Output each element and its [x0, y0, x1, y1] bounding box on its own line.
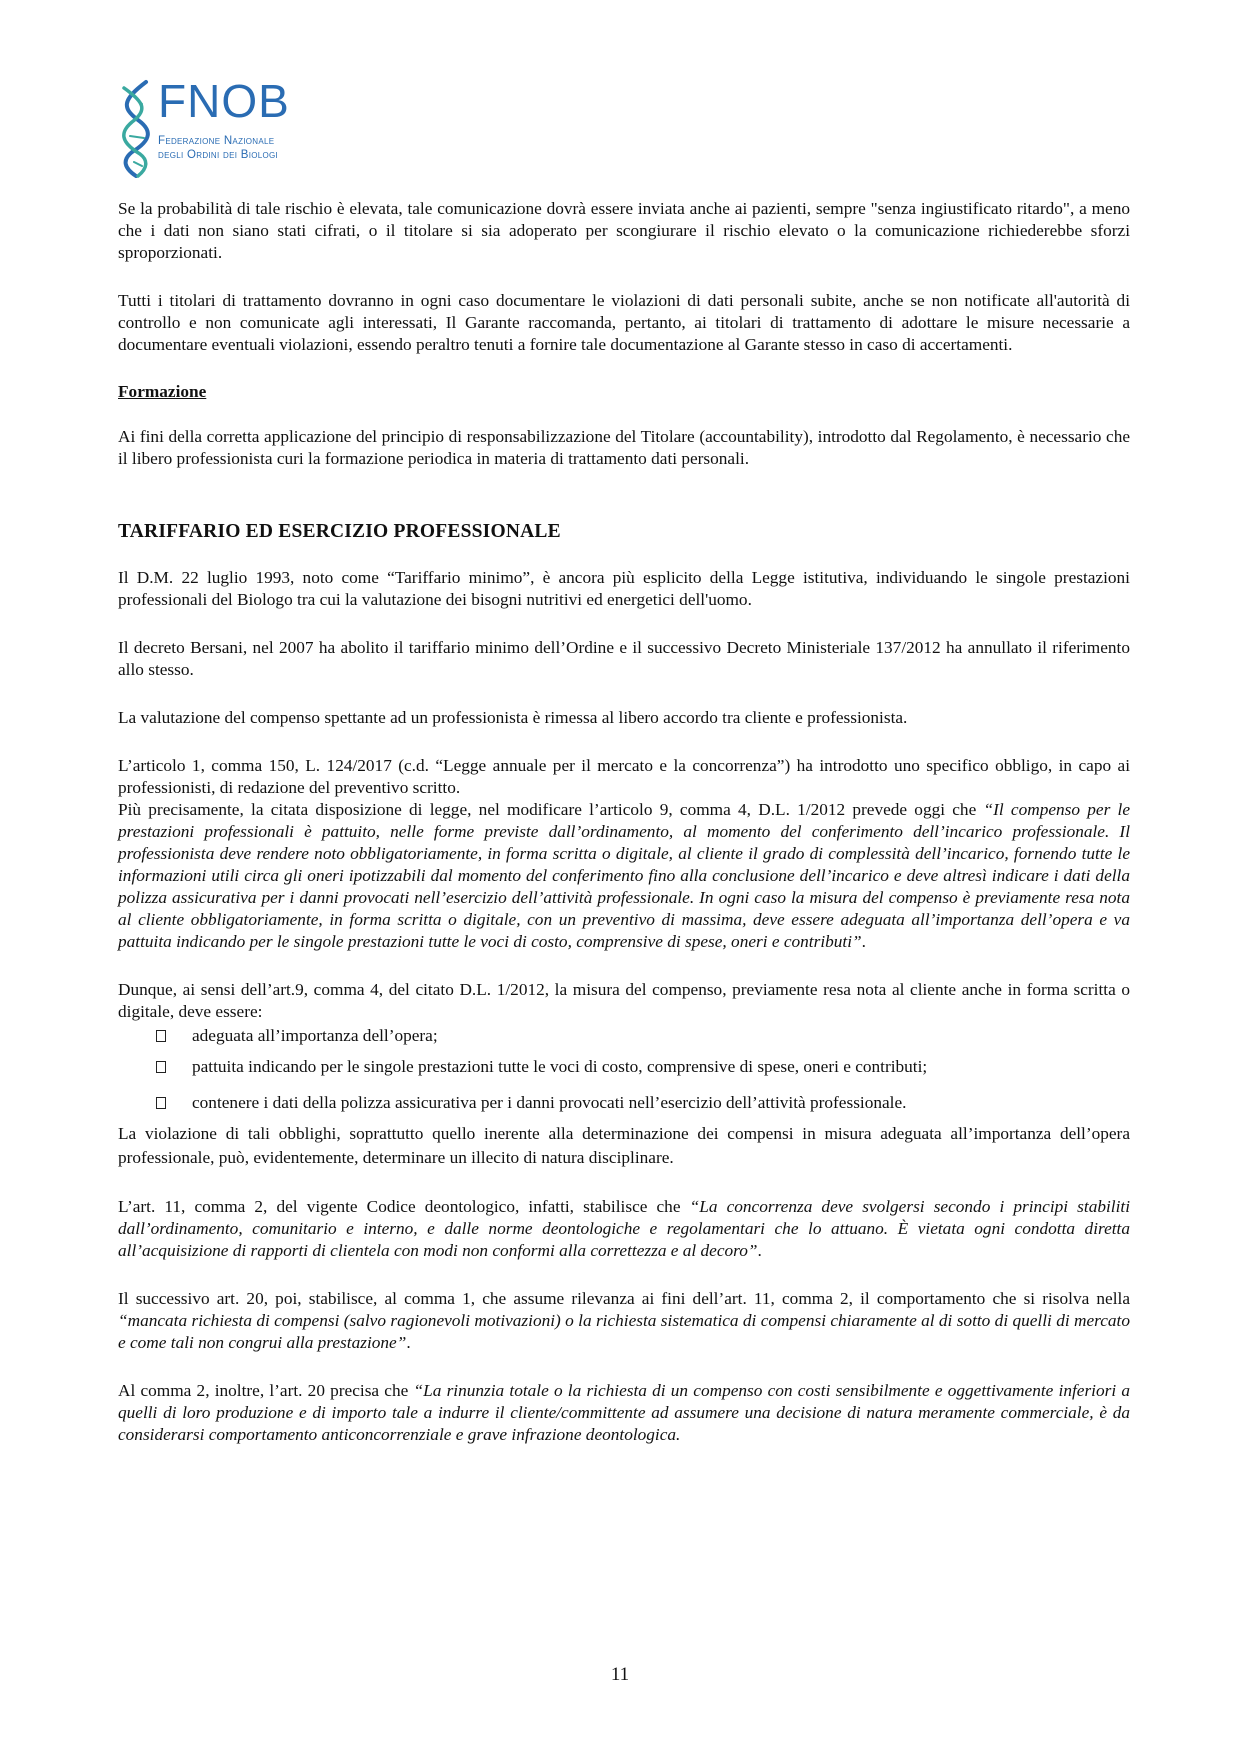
- paragraph-art-20-comma-2: [118, 1380, 1130, 1446]
- quote-text: “mancata richiesta di compensi (salvo ragionevoli motivazioni) o la richiesta sistematica di compensi chiaramente al di sotto di quelli di mercato e come tali non congrui alla prestazione”: [118, 1311, 1130, 1352]
- fnob-logo: [118, 75, 318, 178]
- checkbox-bullet-icon: [156, 1097, 166, 1109]
- quote-text: “La concorrenza deve svolgersi secondo i principi stabiliti dall’ordinamento, comunitario e interno, e dalle norme deontologiche e regolamentari che lo attuano. È vietata ogni condotta diretta all’acquisizione di rapporti di clientela con modi non conformi alla correttezza e al decoro”: [118, 1197, 1130, 1260]
- logo-subtitle: [158, 134, 278, 162]
- text-end: .: [406, 1333, 411, 1352]
- list-item-text: contenere i dati della polizza assicurativa per i danni provocati nell’esercizio dell’attività professionale.: [192, 1093, 907, 1112]
- list-item: [118, 1092, 1130, 1114]
- text-intro: L’art. 11, comma 2, del vigente Codice deontologico, infatti, stabilisce che: [118, 1197, 690, 1216]
- list-item: [118, 1056, 1130, 1078]
- list-item-text: adeguata all’importanza dell’opera;: [192, 1026, 438, 1045]
- list-item-text: pattuita indicando per le singole prestazioni tutte le voci di costo, comprensive di spese, oneri e contributi;: [192, 1057, 928, 1076]
- page-content: [118, 198, 1130, 1446]
- paragraph-legge-2017: L’articolo 1, comma 150, L. 124/2017 (c.d. “Legge annuale per il mercato e la concorrenza”) ha introdotto uno specifico obbligo, in capo ai professionisti, di redazione del preventivo scritto.: [118, 756, 1130, 797]
- paragraph-dl-2012: [118, 799, 1130, 953]
- paragraph-violazione: La violazione di tali obblighi, soprattutto quello inerente alla determinazione dei compensi in misura adeguata all’importanza dell’opera professionale, può, evidentemente, determinare un illecito di natura disciplinare.: [118, 1124, 1130, 1167]
- paragraph-dunque: Dunque, ai sensi dell’art.9, comma 4, del citato D.L. 1/2012, la misura del compenso, previamente resa nota al cliente anche in forma scritta o digitale, deve essere:: [118, 980, 1130, 1021]
- logo-name: FNOB: [158, 75, 290, 127]
- text-end: .: [757, 1241, 762, 1260]
- heading-formazione: Formazione: [118, 382, 207, 401]
- quote-text: “La rinunzia totale o la richiesta di un compenso con costi sensibilmente e oggettivamente inferiori a quelli di loro produzione e di importo tale a indurre il cliente/committente ad assumere una decisione di natura meramente commerciale, è da considerarsi comportamento anticoncorrenziale e grave infrazione deontologica.: [118, 1381, 1130, 1444]
- checkbox-bullet-icon: [156, 1061, 166, 1073]
- quote-text: “Il compenso per le prestazioni professionali è pattuito, nelle forme previste dall’ordinamento, al momento del conferimento dell’incarico professionale. Il professionista deve rendere noto obbligatoriamente, in forma scritta o digitale, al cliente il grado di complessità dell’incarico, fornendo tutte le informazioni utili circa gli oneri ipotizzabili dal momento del conferimento fino alla conclusione dell’incarico e deve altresì indicare i dati della polizza assicurativa per i danni provocati nell’esercizio dell’attività professionale. In ogni caso la misura del compenso è previamente resa nota al cliente obbligatoriamente, in forma scritta o digitale, con un preventivo di massima, deve essere adeguata all’importanza dell’opera e va pattuita indicando per le singole prestazioni tutte le voci di costo, comprensive di spese, oneri e contributi”: [118, 800, 1131, 951]
- text-intro: Il successivo art. 20, poi, stabilisce, al comma 1, che assume rilevanza ai fini dell’art. 11, comma 2, il comportamento che si risolva nella: [118, 1289, 1130, 1308]
- logo-subtitle-line2: degli Ordini dei Biologi: [158, 149, 279, 161]
- text-end: .: [861, 932, 866, 951]
- paragraph-valutazione: La valutazione del compenso spettante ad un professionista è rimessa al libero accordo tra cliente e professionista.: [118, 708, 908, 727]
- list-item: [118, 1025, 1130, 1047]
- paragraph-documentazione: Tutti i titolari di trattamento dovranno in ogni caso documentare le violazioni di dati personali subite, anche se non notificate all'autorità di controllo e non comunicate agli interessati, Il Garante raccomanda, pertanto, ai titolari di trattamento di adottare le misure necessarie a documentare eventuali violazioni, essendo peraltro tenuti a fornire tale documentazione al Garante stesso in caso di accertamenti.: [118, 291, 1130, 354]
- text-intro: Al comma 2, inoltre, l’art. 20 precisa che: [118, 1381, 414, 1400]
- paragraph-bersani: Il decreto Bersani, nel 2007 ha abolito il tariffario minimo dell’Ordine e il successivo Decreto Ministeriale 137/2012 ha annullato il riferimento allo stesso.: [118, 638, 1130, 679]
- dna-helix-icon: [118, 78, 154, 178]
- bullet-list: [118, 1025, 1130, 1114]
- paragraph-rischio: Se la probabilità di tale rischio è elevata, tale comunicazione dovrà essere inviata anche ai pazienti, sempre "senza ingiustificato ritardo", a meno che i dati non siano stati cifrati, o il titolare si sia adoperato per scongiurare il rischio elevato o la comunicazione richiederebbe sforzi sproporzionati.: [118, 199, 1130, 262]
- paragraph-dm-1993: Il D.M. 22 luglio 1993, noto come “Tariffario minimo”, è ancora più esplicito della Legge istitutiva, individuando le singole prestazioni professionali del Biologo tra cui la valutazione dei bisogni nutritivi ed energetici dell'uomo.: [118, 568, 1130, 609]
- logo-subtitle-line1: Federazione Nazionale: [158, 135, 275, 147]
- heading-tariffario: TARIFFARIO ED ESERCIZIO PROFESSIONALE: [118, 521, 561, 542]
- paragraph-art-20-comma-1: [118, 1288, 1130, 1354]
- page-number: 11: [610, 1664, 630, 1685]
- checkbox-bullet-icon: [156, 1030, 166, 1042]
- paragraph-art-11: [118, 1196, 1130, 1262]
- text-intro: Più precisamente, la citata disposizione di legge, nel modificare l’articolo 9, comma 4, D.L. 1/2012 prevede oggi che: [118, 800, 984, 819]
- paragraph-formazione: Ai fini della corretta applicazione del principio di responsabilizzazione del Titolare (accountability), introdotto dal Regolamento, è necessario che il libero professionista curi la formazione periodica in materia di trattamento dati personali.: [118, 427, 1130, 468]
